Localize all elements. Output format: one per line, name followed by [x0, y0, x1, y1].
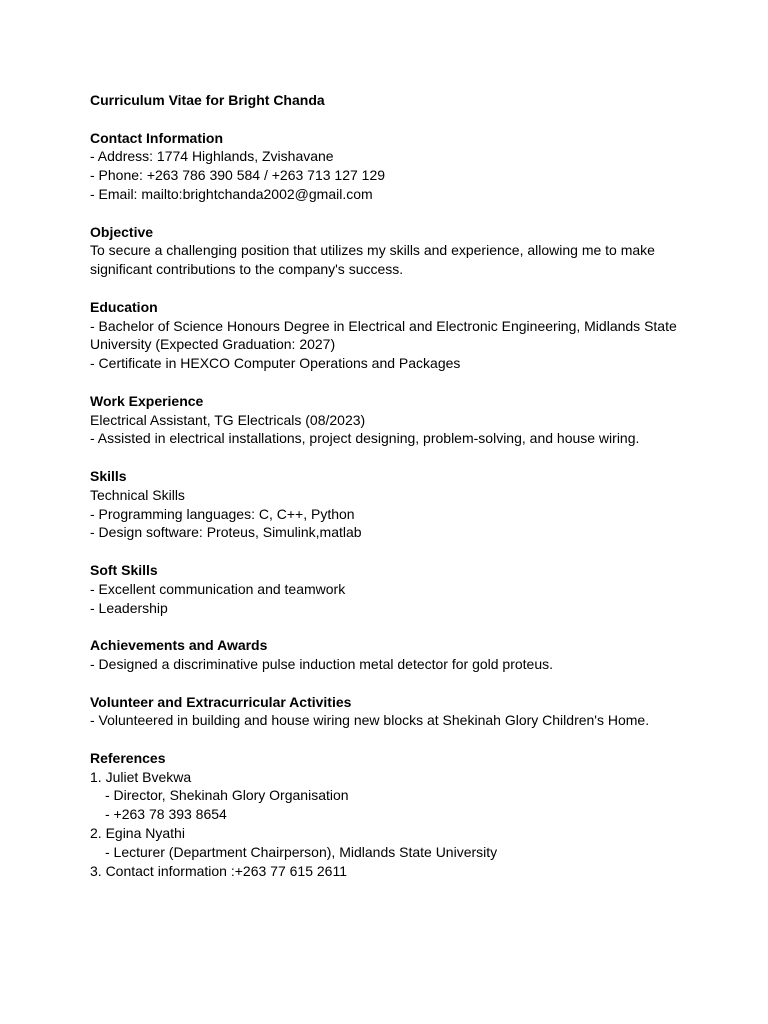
- achievements-item-1: - Designed a discriminative pulse induction metal detector for gold proteus.: [90, 655, 554, 672]
- education-item-1-line-2: University (Expected Graduation: 2027): [90, 336, 336, 353]
- references-heading: References: [90, 749, 166, 766]
- cv-document: [90, 91, 690, 880]
- education-section: [90, 298, 690, 373]
- contact-phone: - Phone: +263 786 390 584 / +263 713 127 129: [90, 167, 386, 184]
- spacer: [90, 373, 690, 392]
- education-item-1-line-1: - Bachelor of Science Honours Degree in Electrical and Electronic Engineering, Midlands State: [90, 317, 677, 334]
- work-experience-section: [90, 392, 690, 448]
- soft-skills-item-2: - Leadership: [90, 599, 168, 616]
- soft-skills-heading: Soft Skills: [90, 561, 158, 578]
- work-role: Electrical Assistant, TG Electricals (08/2023): [90, 411, 366, 428]
- spacer: [90, 674, 690, 693]
- reference-2-name: 2. Egina Nyathi: [90, 825, 185, 842]
- reference-1-title: - Director, Shekinah Glory Organisation: [105, 787, 349, 804]
- spacer: [90, 279, 690, 298]
- contact-email: - Email: mailto:brightchanda2002@gmail.com: [90, 185, 373, 202]
- soft-skills-item-1: - Excellent communication and teamwork: [90, 580, 346, 597]
- contact-section: [90, 129, 690, 204]
- skills-item-2: - Design software: Proteus, Simulink,matlab: [90, 524, 362, 541]
- work-detail: - Assisted in electrical installations, project designing, problem-solving, and house wiring.: [90, 430, 640, 447]
- skills-heading: Skills: [90, 467, 127, 484]
- contact-heading: Contact Information: [90, 129, 223, 146]
- reference-3: 3. Contact information :+263 77 615 2611: [90, 862, 347, 879]
- objective-text-line-2: significant contributions to the company's success.: [90, 261, 404, 278]
- spacer: [90, 448, 690, 467]
- skills-item-1: - Programming languages: C, C++, Python: [90, 505, 355, 522]
- objective-text-line-1: To secure a challenging position that utilizes my skills and experience, allowing me to make: [90, 242, 655, 259]
- volunteer-section: [90, 693, 690, 731]
- skills-subheading: Technical Skills: [90, 486, 185, 503]
- reference-2-title: - Lecturer (Department Chairperson), Midlands State University: [105, 843, 498, 860]
- references-section: [90, 749, 690, 881]
- objective-section: [90, 223, 690, 279]
- volunteer-item-1: - Volunteered in building and house wiring new blocks at Shekinah Glory Children's Home.: [90, 712, 650, 729]
- volunteer-heading: Volunteer and Extracurricular Activities: [90, 693, 352, 710]
- work-heading: Work Experience: [90, 392, 204, 409]
- contact-address: - Address: 1774 Highlands, Zvishavane: [90, 148, 334, 165]
- reference-1-name: 1. Juliet Bvekwa: [90, 768, 192, 785]
- education-item-2: - Certificate in HEXCO Computer Operations and Packages: [90, 355, 461, 372]
- spacer: [90, 110, 690, 129]
- achievements-heading: Achievements and Awards: [90, 637, 268, 654]
- spacer: [90, 204, 690, 223]
- spacer: [90, 617, 690, 636]
- spacer: [90, 542, 690, 561]
- reference-1-phone: - +263 78 393 8654: [105, 806, 227, 823]
- achievements-section: [90, 636, 690, 674]
- skills-section: [90, 467, 690, 542]
- spacer: [90, 730, 690, 749]
- objective-heading: Objective: [90, 223, 154, 240]
- education-heading: Education: [90, 298, 158, 315]
- soft-skills-section: [90, 561, 690, 617]
- document-title: Curriculum Vitae for Bright Chanda: [90, 92, 325, 108]
